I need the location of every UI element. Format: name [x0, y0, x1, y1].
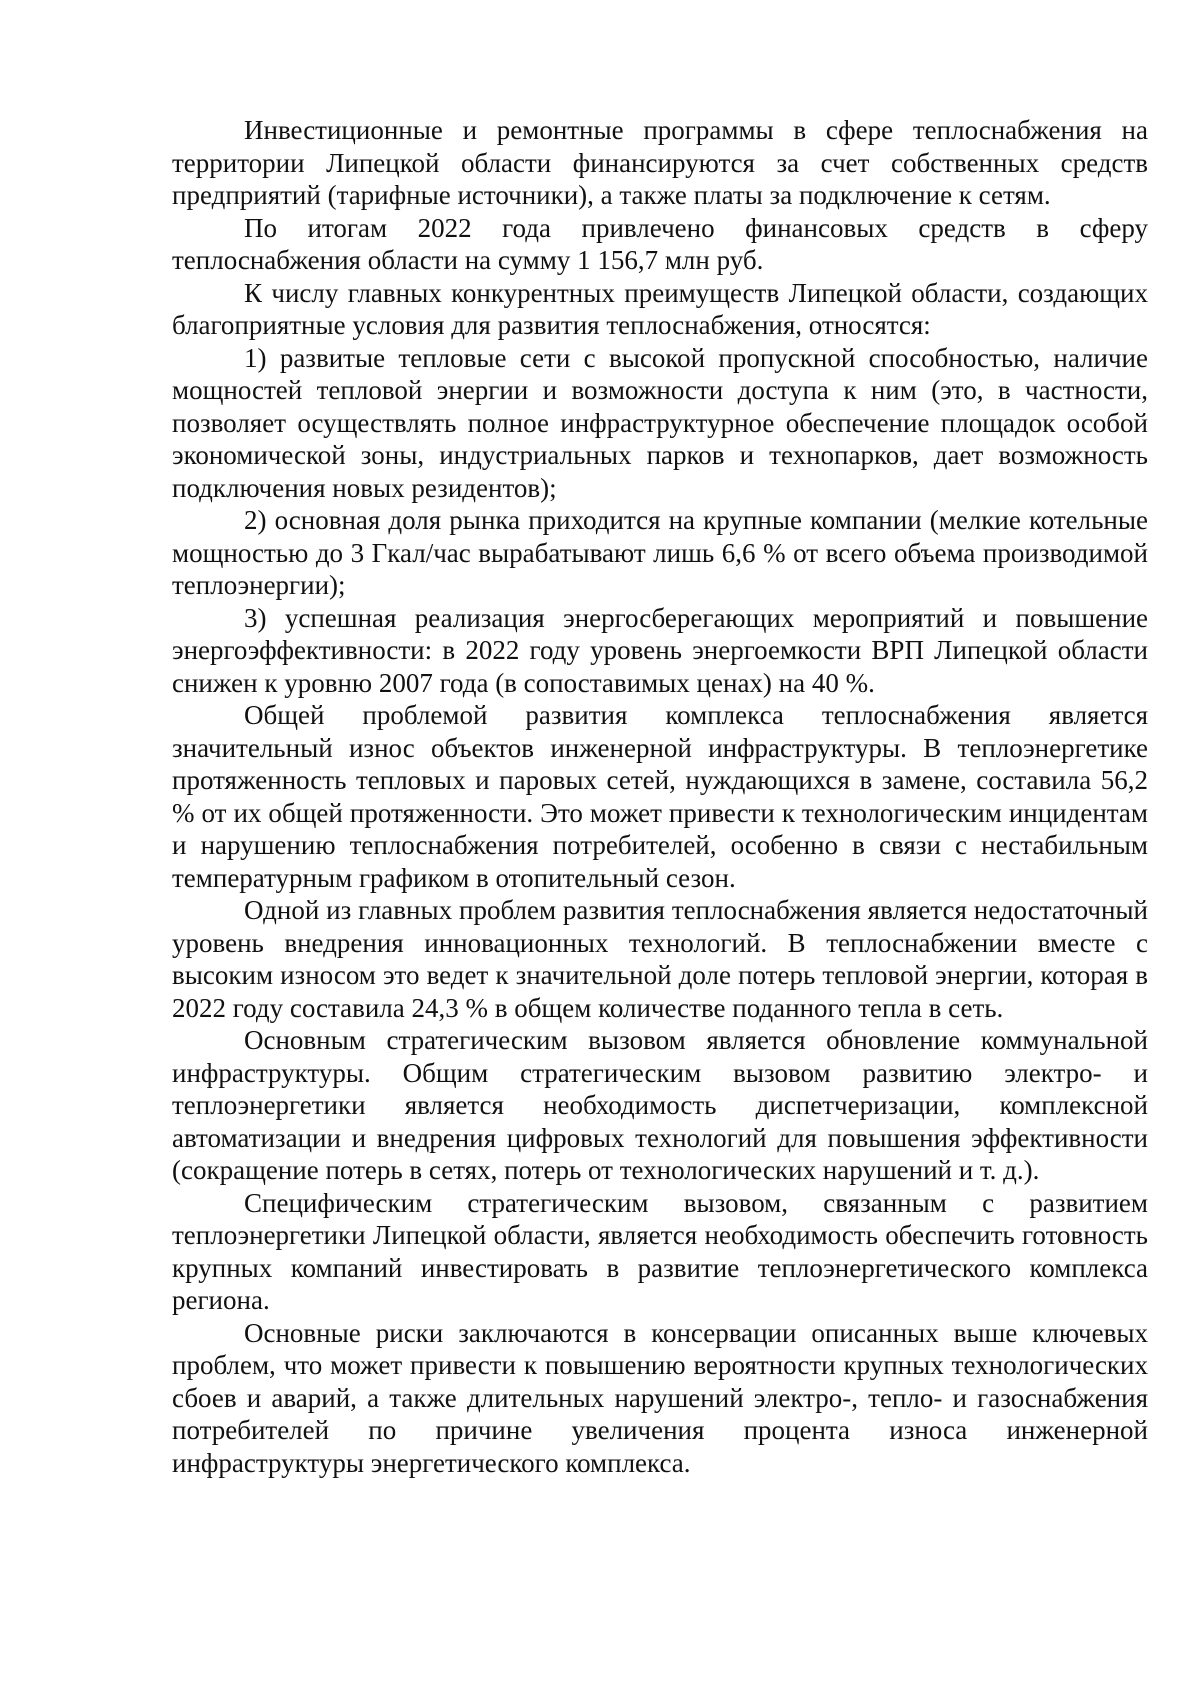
document-body [172, 114, 1148, 1479]
paragraph-main-risks: Основные риски заключаются в консервации описанных выше ключевых проблем, что может привести к повышению вероятности крупных технологических сбоев и аварий, а также длительных нарушений электро-, тепло- и газоснабжения потребителей по причине увеличения процента износа инженерной инфраструктуры энергетического комплекса. [172, 1317, 1148, 1478]
paragraph-advantage-2: 2) основная доля рынка приходится на крупные компании (мелкие котельные мощностью до 3 Гкал/час вырабатывают лишь 6,6 % от всего объема производимой теплоэнергии); [172, 505, 1148, 600]
paragraph-advantage-1: 1) развитые тепловые сети с высокой пропускной способностью, наличие мощностей тепловой энергии и возможности доступа к ним (это, в частности, позволяет осуществлять полное инфраструктурное обеспечение площадок особой экономической зоны, индустриальных парков и технопарков, дает возможность подключения новых резидентов); [172, 342, 1148, 503]
paragraph-strategic-challenge: Основным стратегическим вызовом является обновление коммунальной инфраструктуры. Общим стратегическим вызовом развитию электро- и теплоэнергетики является необходимость диспетчеризации, комплексной автоматизации и внедрения цифровых технологий для повышения эффективности (сокращение потерь в сетях, потерь от технологических нарушений и т. д.). [172, 1025, 1148, 1185]
paragraph-common-problem: Общей проблемой развития комплекса теплоснабжения является значительный износ объектов инженерной инфраструктуры. В теплоэнергетике протяженность тепловых и паровых сетей, нуждающихся в замене, составила 56,2 % от их общей протяженности. Это может привести к технологическим инцидентам и нарушению теплоснабжения потребителей, особенно в связи с нестабильным температурным графиком в отопительный сезон. [172, 700, 1148, 893]
paragraph-advantages-intro: К числу главных конкурентных преимуществ Липецкой области, создающих благоприятные условия для развития теплоснабжения, относятся: [172, 277, 1148, 340]
paragraph-main-problem: Одной из главных проблем развития теплоснабжения является недостаточный уровень внедрения инновационных технологий. В теплоснабжении вместе с высоким износом это ведет к значительной доле потерь тепловой энергии, которая в 2022 году составила 24,3 % в общем количестве поданного тепла в сеть. [172, 895, 1148, 1023]
paragraph-funding-sources: Инвестиционные и ремонтные программы в сфере теплоснабжения на территории Липецкой области финансируются за счет собственных средств предприятий (тарифные источники), а также платы за подключение к сетям. [172, 115, 1148, 210]
paragraph-2022-funding: По итогам 2022 года привлечено финансовых средств в сферу теплоснабжения области на сумму 1 156,7 млн руб. [172, 212, 1148, 275]
paragraph-advantage-3: 3) успешная реализация энергосберегающих мероприятий и повышение энергоэффективности: в 2022 году уровень энергоемкости ВРП Липецкой области снижен к уровню 2007 года (в сопоставимых ценах) на 40 %. [172, 602, 1148, 698]
paragraph-specific-challenge: Специфическим стратегическим вызовом, связанным с развитием теплоэнергетики Липецкой области, является необходимость обеспечить готовность крупных компаний инвестировать в развитие теплоэнергетического комплекса региона. [172, 1187, 1148, 1315]
